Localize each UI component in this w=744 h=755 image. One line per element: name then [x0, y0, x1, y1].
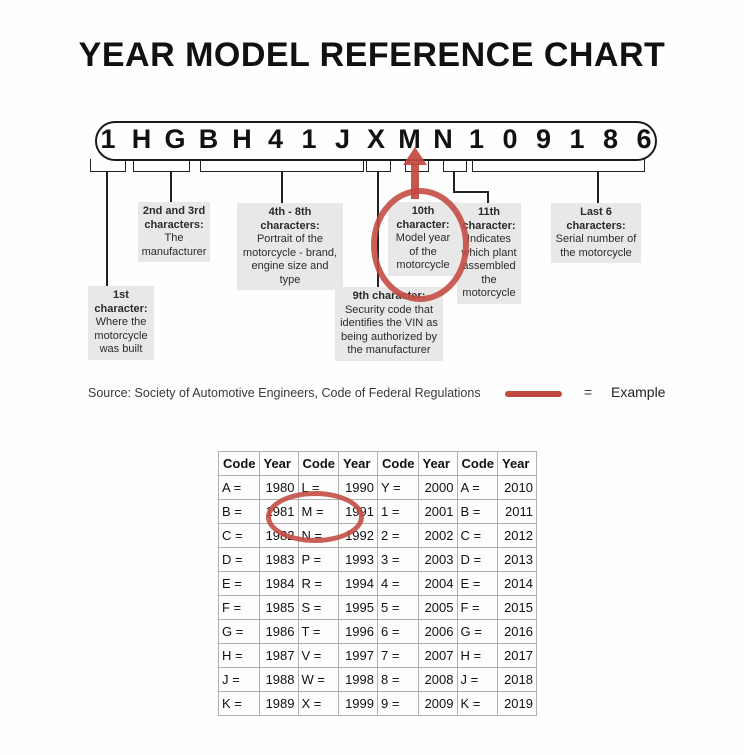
code-cell: H = [457, 644, 498, 668]
vin-char-8: J [334, 124, 351, 154]
table-row [219, 548, 537, 572]
year-cell: 2004 [418, 572, 457, 596]
code-cell: V = [298, 644, 339, 668]
year-cell: 2012 [498, 524, 537, 548]
code-cell: 3 = [378, 548, 419, 572]
table-header-7: Code [457, 452, 498, 476]
year-cell: 2007 [418, 644, 457, 668]
code-cell: X = [298, 692, 339, 716]
vin-char-2: H [131, 124, 152, 154]
year-cell: 1989 [259, 692, 298, 716]
code-cell: T = [298, 620, 339, 644]
year-cell: 2006 [418, 620, 457, 644]
code-cell: 8 = [378, 668, 419, 692]
year-cell: 1991 [339, 500, 378, 524]
vin-char-1: 1 [100, 124, 116, 154]
code-cell: D = [457, 548, 498, 572]
year-cell: 1990 [339, 476, 378, 500]
code-cell: M = [298, 500, 339, 524]
table-header-5: Code [378, 452, 419, 476]
table-header-1: Code [219, 452, 260, 476]
vin-char-4: B [198, 124, 219, 154]
year-code-table [218, 451, 537, 716]
example-label: Example [611, 384, 666, 400]
year-cell: 1984 [259, 572, 298, 596]
table-header-row [219, 452, 537, 476]
code-cell: F = [457, 596, 498, 620]
table-row [219, 692, 537, 716]
table-row [219, 596, 537, 620]
year-cell: 2009 [418, 692, 457, 716]
year-cell: 2019 [498, 692, 537, 716]
year-cell: 2014 [498, 572, 537, 596]
connector-last-6 [597, 171, 599, 203]
label-body: Model year of the motorcycle [395, 232, 451, 271]
source-text: Source: Society of Automotive Engineers, Code of Federal Regulations [88, 386, 481, 400]
vin-char-10: M [398, 124, 421, 154]
year-cell: 1985 [259, 596, 298, 620]
connector-1st [106, 171, 108, 286]
label-body: Serial number of the motorcycle [555, 233, 637, 259]
connector-11th-into-box [487, 191, 489, 203]
year-cell: 2000 [418, 476, 457, 500]
label-heading: 11th character: [462, 206, 516, 232]
year-cell: 1987 [259, 644, 298, 668]
year-cell: 2013 [498, 548, 537, 572]
code-cell: F = [219, 596, 260, 620]
year-cell: 1992 [339, 524, 378, 548]
connector-11th-across [453, 191, 487, 193]
year-cell: 2001 [418, 500, 457, 524]
code-cell: R = [298, 572, 339, 596]
table-header-6: Year [418, 452, 457, 476]
example-circle-annotation [371, 188, 469, 302]
year-cell: 1980 [259, 476, 298, 500]
vin-char-3: G [164, 124, 186, 154]
code-cell: 5 = [378, 596, 419, 620]
vin-char-9: X [366, 124, 385, 154]
year-cell: 1997 [339, 644, 378, 668]
year-cell: 1982 [259, 524, 298, 548]
vin-char-6: 4 [267, 124, 284, 154]
code-cell: 1 = [378, 500, 419, 524]
code-cell: C = [457, 524, 498, 548]
vin-char-15: 1 [569, 124, 585, 154]
vin-char-17: 6 [636, 124, 652, 154]
year-cell: 2008 [418, 668, 457, 692]
label-heading: 4th - 8th characters: [260, 206, 320, 232]
code-cell: 4 = [378, 572, 419, 596]
label-body: The manufacturer [141, 232, 207, 258]
year-cell: 1999 [339, 692, 378, 716]
code-cell: 7 = [378, 644, 419, 668]
table-header-2: Year [259, 452, 298, 476]
code-cell: 9 = [378, 692, 419, 716]
bracket-11th-char [443, 159, 467, 172]
table-highlight-ellipse [266, 491, 364, 543]
table-row [219, 644, 537, 668]
label-box-4th-8th-chars [237, 203, 343, 290]
year-cell: 1993 [339, 548, 378, 572]
table-row [219, 572, 537, 596]
code-cell: K = [219, 692, 260, 716]
label-box-last-6-chars [551, 203, 641, 263]
year-cell: 1995 [339, 596, 378, 620]
code-cell: 2 = [378, 524, 419, 548]
code-cell: W = [298, 668, 339, 692]
label-box-1st-char [88, 286, 154, 360]
table-row [219, 668, 537, 692]
code-cell: J = [219, 668, 260, 692]
label-body: Portrait of the motorcycle - brand, engine size and type [242, 233, 338, 286]
year-cell: 2018 [498, 668, 537, 692]
code-cell: B = [457, 500, 498, 524]
code-cell: J = [457, 668, 498, 692]
vin-char-11: N [433, 124, 453, 154]
code-cell: C = [219, 524, 260, 548]
bracket-9th-char [366, 159, 391, 172]
code-cell: N = [298, 524, 339, 548]
page-title: YEAR MODEL REFERENCE CHART [78, 36, 666, 74]
year-cell: 2017 [498, 644, 537, 668]
year-cell: 1996 [339, 620, 378, 644]
year-cell: 1986 [259, 620, 298, 644]
vin-char-14: 9 [535, 124, 552, 154]
code-cell: S = [298, 596, 339, 620]
code-cell: E = [457, 572, 498, 596]
code-cell: G = [457, 620, 498, 644]
vin-char-7: 1 [301, 124, 317, 154]
label-box-2nd-3rd-chars [138, 202, 210, 262]
year-cell: 1988 [259, 668, 298, 692]
label-heading: Last 6 characters: [566, 206, 626, 232]
code-cell: K = [457, 692, 498, 716]
label-body: Where the motorcycle was built [94, 316, 148, 355]
code-cell: E = [219, 572, 260, 596]
vin-char-12: 1 [468, 124, 485, 154]
code-cell: A = [219, 476, 260, 500]
year-cell: 1983 [259, 548, 298, 572]
table-row [219, 476, 537, 500]
year-cell: 2002 [418, 524, 457, 548]
code-cell: Y = [378, 476, 419, 500]
equals-sign: = [584, 384, 593, 400]
label-heading: 10th character: [396, 205, 450, 231]
year-cell: 2015 [498, 596, 537, 620]
year-cell: 1998 [339, 668, 378, 692]
year-cell: 1994 [339, 572, 378, 596]
year-cell: 2010 [498, 476, 537, 500]
connector-2nd-3rd [170, 171, 172, 202]
vin-char-5: H [232, 124, 252, 154]
code-cell: G = [219, 620, 260, 644]
code-cell: L = [298, 476, 339, 500]
bracket-2nd-3rd-chars [133, 159, 190, 172]
bracket-1st-char [90, 159, 126, 172]
vin-char-16: 8 [602, 124, 619, 154]
table-row [219, 620, 537, 644]
code-cell: D = [219, 548, 260, 572]
code-cell: B = [219, 500, 260, 524]
connector-11th-down [453, 171, 455, 192]
example-arrow-icon [403, 147, 427, 165]
code-cell: 6 = [378, 620, 419, 644]
code-cell: P = [298, 548, 339, 572]
year-cell: 2005 [418, 596, 457, 620]
label-heading: 2nd and 3rd characters: [142, 205, 206, 231]
example-line-swatch [505, 391, 562, 397]
table-header-8: Year [498, 452, 537, 476]
year-cell: 2016 [498, 620, 537, 644]
year-cell: 1981 [259, 500, 298, 524]
connector-4th-8th [281, 171, 283, 203]
code-cell: H = [219, 644, 260, 668]
label-body: Indicates which plant assembled the motorcycle [461, 233, 517, 299]
label-heading: 1st character: [94, 289, 148, 315]
code-cell: A = [457, 476, 498, 500]
label-heading: 9th character: [352, 290, 426, 302]
vin-char-13: 0 [502, 124, 518, 154]
table-header-4: Year [339, 452, 378, 476]
bracket-last-6-chars [472, 159, 645, 172]
table-header-3: Code [298, 452, 339, 476]
year-cell: 2003 [418, 548, 457, 572]
label-body: Security code that identifies the VIN as being authorized by the manufacturer [340, 303, 438, 356]
year-cell: 2011 [498, 500, 537, 524]
table-row [219, 524, 537, 548]
